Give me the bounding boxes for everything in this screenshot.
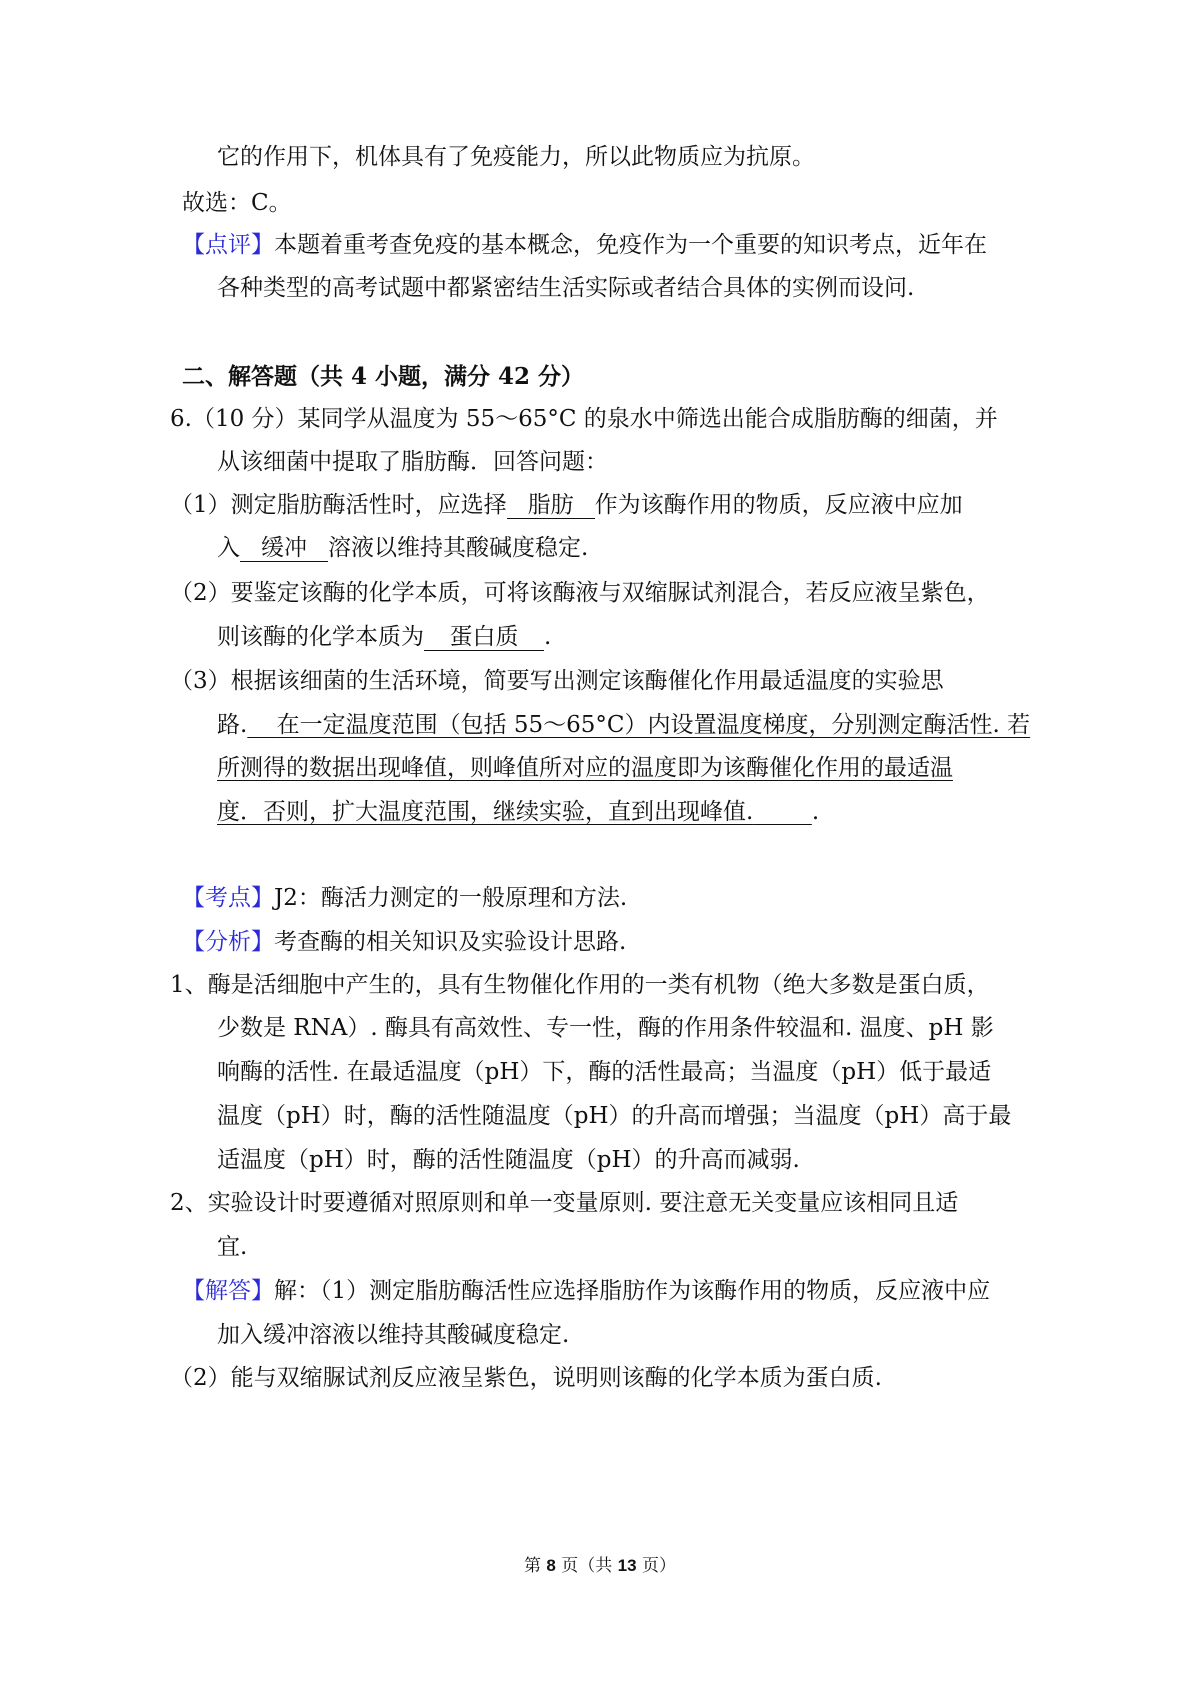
answer-blank-method-3 [217, 799, 812, 825]
part-1-text-a: （1）测定脂肪酶活性时，应选择 [170, 492, 507, 518]
question-6-part-2-cont [217, 622, 551, 652]
jieda-paragraph [182, 1276, 990, 1306]
review-text-2: 各种类型的高考试题中都紧密结生活实际或者结合具体的实例而设问. [217, 275, 915, 301]
fenxi-item-1-line-4: 温度（pH）时，酶的活性随温度（pH）的升高而增强；当温度（pH）高于最 [217, 1103, 1012, 1129]
question-6-stem-1: 6.（10 分）某同学从温度为 55～65°C 的泉水中筛选出能合成脂肪酶的细菌，并 [170, 406, 998, 432]
answer-blank-method-2: 所测得的数据出现峰值，则峰值所对应的温度即为该酶催化作用的最适温 [217, 755, 953, 781]
question-6-part-3: （3）根据该细菌的生活环境，简要写出测定该酶催化作用最适温度的实验思 [170, 668, 944, 694]
fenxi-item-1-line-2: 少数是 RNA）. 酶具有高效性、专一性，酶的作用条件较温和. 温度、pH 影 [217, 1015, 994, 1041]
question-6-part-1-cont [217, 533, 588, 563]
question-6-part-3-line-3 [217, 753, 953, 783]
part-3-end: . [811, 799, 820, 825]
part-1-text-c: 入 [217, 535, 240, 561]
jieda-tag: 【解答】 [182, 1278, 274, 1304]
question-6-part-3-line-4 [217, 797, 819, 827]
answer-blank-substrate: 脂肪 [507, 492, 595, 519]
fenxi-item-1-line-1: 1、酶是活细胞中产生的，具有生物催化作用的一类有机物（绝大多数是蛋白质， [170, 972, 990, 998]
answer-blank-method-1 [247, 712, 1030, 738]
page-footer [0, 1555, 1200, 1577]
footer-suffix: 页） [642, 1556, 676, 1576]
prev-explanation-line: 它的作用下，机体具有了免疫能力，所以此物质应为抗原。 [217, 144, 815, 170]
part-3-text-b: 路. [217, 712, 248, 738]
question-6-part-2: （2）要鉴定该酶的化学本质，可将该酶液与双缩脲试剂混合，若反应液呈紫色， [170, 580, 990, 606]
prev-answer: 故选：C。 [182, 190, 292, 216]
method-text-3: 度．否则，扩大温度范围，继续实验，直到出现峰值. [217, 799, 754, 825]
jieda-text-3: （2）能与双缩脲试剂反应液呈紫色，说明则该酶的化学本质为蛋白质. [170, 1365, 882, 1391]
fenxi-tag: 【分析】 [182, 929, 274, 955]
answer-blank-buffer: 缓冲 [240, 535, 328, 562]
question-6-part-1 [170, 490, 963, 520]
kaodian-paragraph [182, 883, 627, 913]
footer-prefix: 第 [523, 1556, 541, 1576]
answer-blank-protein: 蛋白质 [424, 624, 544, 651]
fenxi-item-2-line-2: 宜. [217, 1234, 248, 1260]
part-1-text-d: 溶液以维持其酸碱度稳定. [328, 535, 589, 561]
kaodian-tag: 【考点】 [182, 885, 274, 911]
review-text-1: 本题着重考查免疫的基本概念，免疫作为一个重要的知识考点，近年在 [274, 232, 987, 258]
question-6-part-3-line-2 [217, 710, 1030, 740]
question-6-stem-2: 从该细菌中提取了脂肪酶．回答问题： [217, 449, 608, 475]
method-text-1: 在一定温度范围（包括 55～65°C）内设置温度梯度，分别测定酶活性. 若 [276, 712, 1031, 738]
fenxi-paragraph [182, 927, 626, 957]
part-1-text-b: 作为该酶作用的物质，反应液中应加 [594, 492, 963, 518]
kaodian-text: J2：酶活力测定的一般原理和方法. [274, 885, 628, 911]
footer-page-number: 8 [546, 1556, 556, 1575]
review-paragraph [182, 230, 987, 260]
jieda-text-2: 加入缓冲溶液以维持其酸碱度稳定. [217, 1322, 570, 1348]
part-2-text-b: 则该酶的化学本质为 [217, 624, 424, 650]
footer-middle: 页（共 [561, 1556, 613, 1576]
footer-total-pages: 13 [617, 1556, 637, 1575]
section-heading: 二、解答题（共 4 小题，满分 42 分） [182, 363, 585, 390]
part-2-text-c: . [544, 624, 552, 650]
jieda-text-1: 解：（1）测定脂肪酶活性应选择脂肪作为该酶作用的物质，反应液中应 [274, 1278, 991, 1304]
review-tag: 【点评】 [182, 232, 274, 258]
fenxi-item-1-line-3: 响酶的活性. 在最适温度（pH）下，酶的活性最高；当温度（pH）低于最适 [217, 1059, 992, 1085]
fenxi-text: 考查酶的相关知识及实验设计思路. [274, 929, 627, 955]
fenxi-item-1-line-5: 适温度（pH）时，酶的活性随温度（pH）的升高而减弱. [217, 1147, 800, 1173]
fenxi-item-2-line-1: 2、实验设计时要遵循对照原则和单一变量原则. 要注意无关变量应该相同且适 [170, 1190, 959, 1216]
